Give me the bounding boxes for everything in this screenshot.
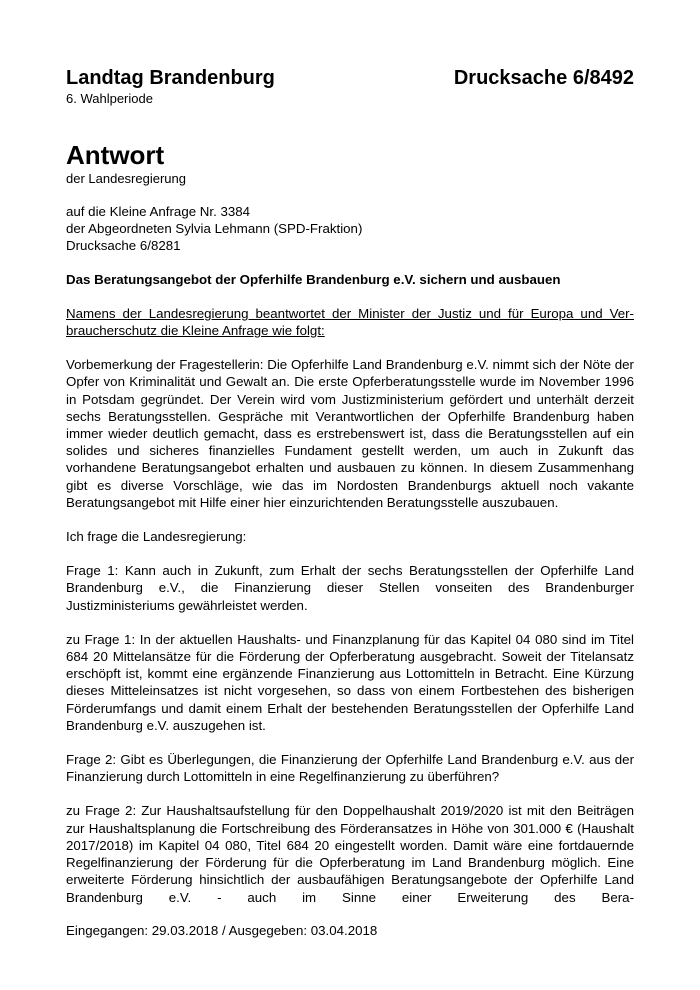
question-2: Frage 2: Gibt es Überlegungen, die Finanzierung der Opferhilfe Land Brandenburg e.V. aus der Finanzierung durch Lottomitteln in eine Regelfinanzierung zu überführen? [66, 752, 634, 785]
inquiry-line: auf die Kleine Anfrage Nr. 3384 [66, 204, 251, 219]
answer-1: zu Frage 1: In der aktuellen Haushalts- und Finanzplanung für das Kapitel 04 080 sind im Titel 684 20 Mittelansätze für die Förderung der Opferberatung ausgebracht. Soweit der Titelansatz erschöpft ist, kommt eine ergänzende Finanzierung aus Lottomitteln in Betracht. Eine Kürzung dieses Mitteleinsatzes ist nicht vorgesehen, so dass von einem Fortbestehen des bisherigen Förderumfangs und damit einem Erhalt der bestehenden Beratungsstellen der Opferhilfe Land Brandenburg e.V. auszugehen ist. [66, 631, 634, 733]
document-header [66, 66, 634, 90]
document-subtitle: der Landesregierung [66, 171, 186, 186]
parliament-name: Landtag Brandenburg [66, 67, 275, 89]
intro-line: Namens der Landesregierung beantwortet der Minister der Justiz und für Europa und Ver- [66, 305, 634, 321]
document-page [66, 66, 634, 906]
answer-2: zu Frage 2: Zur Haushaltsaufstellung für den Doppelhaushalt 2019/2020 ist mit den Beiträgen zur Haushaltsplanung die Fortschreibung des Förderansatzes in Höhe von 301.000 € (Haushalt 2017/2018) im Kapitel 04 080, Titel 684 20 eingestellt worden. Damit wäre eine fortdauernde Regelfinanzierung der Förderung für die Opferberatung im Land Brandenburg möglich. Eine erweiterte Förderung hinsichtlich der ausbaufähigen Beratungsangebote der Opferhilfe Land Brandenburg e.V. - auch im Sinne einer Erweiterung des Bera- [66, 803, 634, 905]
print-number: Drucksache 6/8492 [453, 67, 634, 89]
document-title: Antwort [66, 140, 165, 170]
inquiry-reference [66, 203, 634, 255]
inquiry-line: der Abgeordneten Sylvia Lehmann (SPD-Fraktion) [66, 221, 363, 237]
subject-heading: Das Beratungsangebot der Opferhilfe Brandenburg e.V. sichern und ausbauen [66, 271, 561, 287]
preliminary-remark: Vorbemerkung der Fragestellerin: Die Opferhilfe Land Brandenburg e.V. nimmt sich der Nöte der Opfer von Kriminalität und Gewalt an. Die erste Opferberatungsstelle wurde im November 1996 in Potsdam gegründet. Der Verein wird vom Justizministerium gefördert und unterhält derzeit sechs Beratungsstellen. Gespräche mit Verantwortlichen der Opferhilfe Brandenburg haben immer wieder deutlich gemacht, dass es erstrebenswert ist, dass die Beratungsstellen auf ein solides und sicheres finanzielles Fundament gestellt werden, um auch in Zukunft das vorhandene Beratungsangebot erhalten und ausbauen zu können. In diesem Zusammenhang gibt es diverse Vorschläge, wie das im Nordosten Brandenburgs aktuell noch vakante Beratungsangebot mit Hilfe einer hier einzurichtenden Beratungsstelle auszubauen. [66, 357, 634, 510]
legislative-period: 6. Wahlperiode [66, 91, 153, 106]
question-intro: Ich frage die Landesregierung: [66, 529, 247, 545]
intro-line: braucherschutz die Kleine Anfrage wie folgt: [66, 323, 325, 339]
question-1: Frage 1: Kann auch in Zukunft, zum Erhalt der sechs Beratungsstellen der Opferhilfe Land Brandenburg e.V., die Finanzierung dieser Stellen vonseiten des Brandenburger Justizministeriums gewährleistet werden. [66, 563, 634, 613]
footer-dates: Eingegangen: 29.03.2018 / Ausgegeben: 03.04.2018 [66, 923, 378, 938]
inquiry-line: Drucksache 6/8281 [66, 238, 181, 254]
